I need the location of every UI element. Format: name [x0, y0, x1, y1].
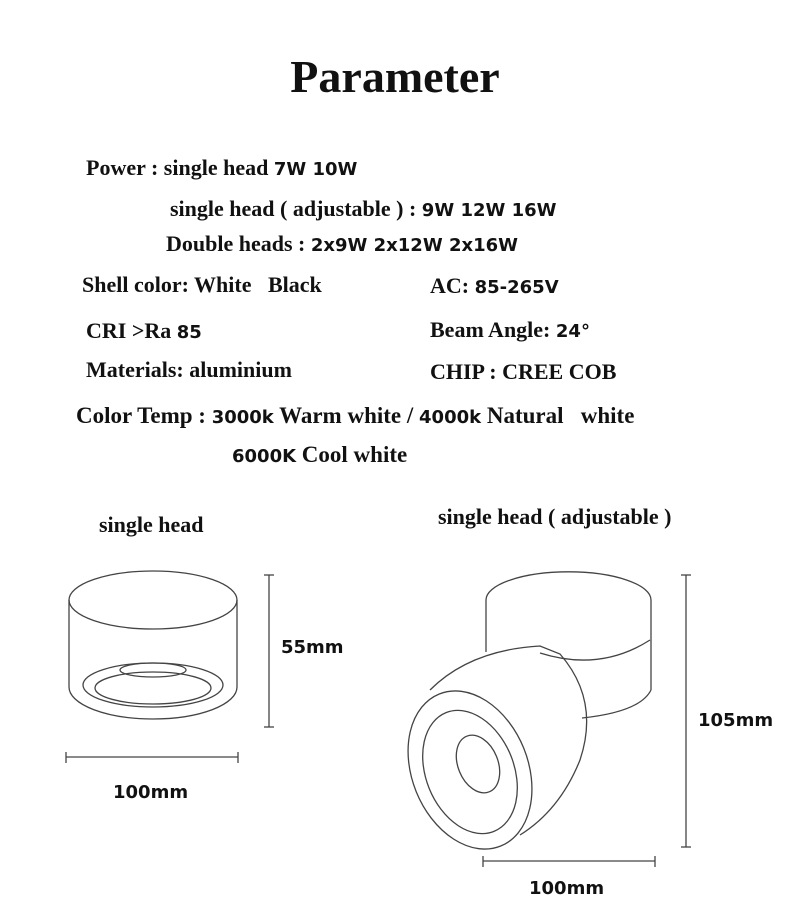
adjustable-width-label: 100mm — [529, 878, 605, 899]
color-temp-label: Color Temp : — [76, 403, 206, 428]
single-height-label: 55mm — [281, 637, 344, 658]
cool-temp-label: Cool white — [301, 442, 408, 467]
chip-label: CHIP : CREE COB — [430, 359, 617, 384]
power-single-label: single head — [163, 155, 269, 180]
adjustable-width-dimension — [483, 856, 655, 867]
power-label: Power : — [86, 155, 159, 180]
natural-temp-label: Natural white — [486, 403, 635, 428]
shell-color-value: White Black — [194, 272, 322, 297]
natural-temp-value: 4000k — [419, 407, 482, 428]
adjustable-head-drawing — [386, 572, 651, 868]
single-head-caption: single head — [99, 512, 204, 537]
adjustable-head-caption: single head ( adjustable ) — [438, 504, 672, 529]
power-adjustable-label: single head ( adjustable ) : — [170, 196, 417, 221]
ac-label: AC: — [430, 273, 470, 298]
power-double-values: 2x9W 2x12W 2x16W — [310, 235, 518, 256]
materials-label: Materials: aluminium — [86, 357, 292, 382]
beam-angle-label: Beam Angle: — [430, 317, 551, 342]
single-head-drawing — [69, 571, 237, 719]
single-width-label: 100mm — [113, 782, 189, 803]
beam-angle-value: 24° — [555, 321, 590, 342]
power-adjustable-values: 9W 12W 16W — [421, 200, 557, 221]
cri-label: CRI >Ra — [86, 318, 172, 343]
ac-value: 85-265V — [474, 277, 559, 298]
cool-temp-value: 6000K — [232, 446, 297, 467]
single-width-dimension — [66, 752, 238, 763]
shell-color-label: Shell color: — [82, 272, 189, 297]
cri-value: 85 — [176, 322, 202, 343]
page-title: Parameter — [290, 51, 500, 102]
warm-temp-label: Warm white / — [279, 403, 414, 428]
adjustable-height-dimension — [681, 575, 691, 847]
power-double-label: Double heads : — [166, 231, 306, 256]
single-height-dimension — [264, 575, 274, 727]
adjustable-height-label: 105mm — [698, 710, 774, 731]
power-single-values: 7W 10W — [273, 159, 358, 180]
warm-temp-value: 3000k — [211, 407, 274, 428]
